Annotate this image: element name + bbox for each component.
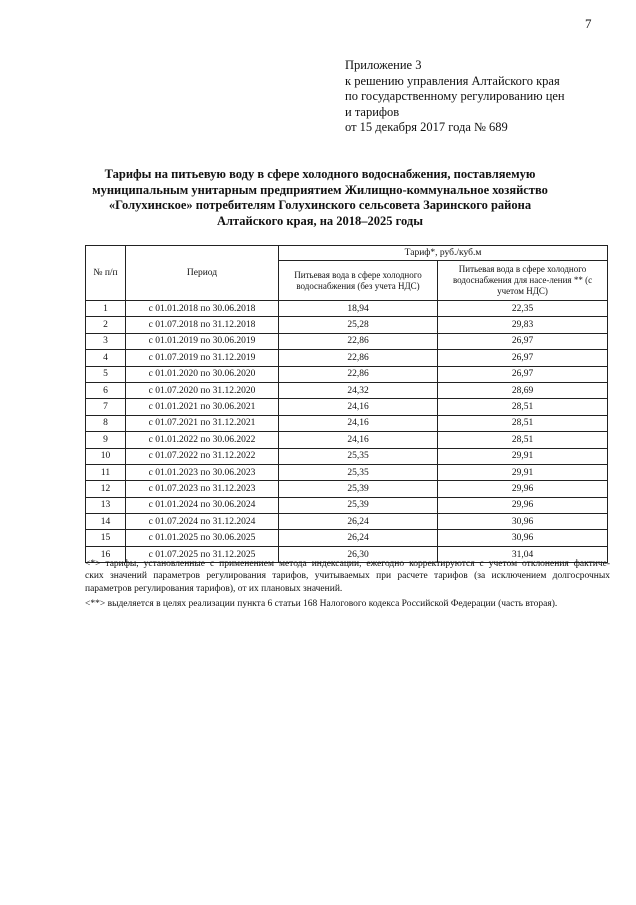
row-number-cell: 11	[86, 464, 126, 480]
table-row	[86, 432, 608, 448]
table-row	[86, 415, 608, 431]
period-cell: с 01.07.2025 по 31.12.2025	[126, 546, 279, 562]
period-cell: с 01.07.2024 по 31.12.2024	[126, 514, 279, 530]
tariff-table	[85, 245, 608, 563]
page-number: 7	[585, 16, 592, 31]
footnote-line: <*> тарифы, установленные с применением метода индексации, ежегодно корректируются с учетом отклонения фактиче-	[85, 559, 610, 569]
row-number-cell: 3	[86, 333, 126, 349]
row-number-cell: 7	[86, 399, 126, 415]
table-row	[86, 366, 608, 382]
tariff-without-vat-cell: 24,16	[279, 415, 438, 431]
tariff-without-vat-cell: 25,39	[279, 497, 438, 513]
table-row	[86, 301, 608, 317]
tariff-with-vat-cell: 30,96	[438, 530, 608, 546]
footnote-indexation	[85, 558, 610, 595]
tariff-with-vat-cell: 29,91	[438, 448, 608, 464]
row-number-cell: 16	[86, 546, 126, 562]
appendix-line: к решению управления Алтайского края	[345, 73, 560, 88]
period-cell: с 01.07.2022 по 31.12.2022	[126, 448, 279, 464]
table-row	[86, 333, 608, 349]
appendix-line: Приложение 3	[345, 58, 422, 72]
period-cell: с 01.07.2018 по 31.12.2018	[126, 317, 279, 333]
row-number-cell: 6	[86, 382, 126, 398]
tariff-without-vat-cell: 25,39	[279, 481, 438, 497]
tariff-with-vat-cell: 26,97	[438, 350, 608, 366]
row-number-cell: 15	[86, 530, 126, 546]
period-cell: с 01.07.2019 по 31.12.2019	[126, 350, 279, 366]
tariff-with-vat-cell: 30,96	[438, 514, 608, 530]
footnotes	[85, 558, 610, 611]
tariff-with-vat-cell: 29,96	[438, 497, 608, 513]
period-cell: с 01.01.2021 по 30.06.2021	[126, 399, 279, 415]
tariff-with-vat-cell: 29,83	[438, 317, 608, 333]
footnote-line: <**> выделяется в целях реализации пункта 6 статьи 168 Налогового кодекса Российской Федерации (часть вторая).	[85, 599, 558, 610]
period-cell: с 01.01.2025 по 30.06.2025	[126, 530, 279, 546]
tariff-without-vat-cell: 25,28	[279, 317, 438, 333]
row-number-cell: 12	[86, 481, 126, 497]
row-number-cell: 14	[86, 514, 126, 530]
tariff-rows	[86, 301, 608, 563]
tariff-without-vat-cell: 26,24	[279, 530, 438, 546]
tariff-without-vat-cell: 25,35	[279, 464, 438, 480]
footnote-line: ских значений параметров регулирования тарифов, учитываемых при расчете тарифов (за исключением долгосрочных	[85, 571, 610, 582]
tariff-with-vat-cell: 28,69	[438, 382, 608, 398]
table-row	[86, 399, 608, 415]
tariff-without-vat-cell: 24,32	[279, 382, 438, 398]
row-number-cell: 4	[86, 350, 126, 366]
title-line: Тарифы на питьевую воду в сфере холодного водоснабжения, поставляемую	[104, 167, 536, 181]
title-line: муниципальным унитарным предприятием Жилищно-коммунальное хозяйство	[92, 182, 548, 197]
tariff-with-vat-cell: 28,51	[438, 399, 608, 415]
row-number-cell: 2	[86, 317, 126, 333]
period-cell: с 01.01.2018 по 30.06.2018	[126, 301, 279, 317]
period-cell: с 01.01.2024 по 30.06.2024	[126, 497, 279, 513]
period-cell: с 01.07.2023 по 31.12.2023	[126, 481, 279, 497]
tariff-with-vat-cell: 28,51	[438, 432, 608, 448]
row-number-cell: 1	[86, 301, 126, 317]
table-row	[86, 448, 608, 464]
row-number-cell: 13	[86, 497, 126, 513]
table-row	[86, 350, 608, 366]
tariff-with-vat-cell: 26,97	[438, 333, 608, 349]
tariff-without-vat-cell: 26,24	[279, 514, 438, 530]
header-number: № п/п	[86, 246, 126, 301]
table-row	[86, 382, 608, 398]
tariff-without-vat-cell: 22,86	[279, 333, 438, 349]
period-cell: с 01.01.2019 по 30.06.2019	[126, 333, 279, 349]
tariff-without-vat-cell: 26,30	[279, 546, 438, 562]
tariff-with-vat-cell: 22,35	[438, 301, 608, 317]
table-row	[86, 317, 608, 333]
table-row	[86, 514, 608, 530]
tariff-with-vat-cell: 28,51	[438, 415, 608, 431]
title-line: «Голухинское» потребителям Голухинского сельсовета Заринского района	[108, 198, 532, 213]
tariff-with-vat-cell: 26,97	[438, 366, 608, 382]
header-period: Период	[126, 246, 279, 301]
tariff-with-vat-cell: 29,91	[438, 464, 608, 480]
appendix-line: по государственному регулированию цен	[345, 89, 565, 104]
header-without-vat: Питьевая вода в сфере холодного водоснабжения (без учета НДС)	[279, 261, 438, 301]
period-cell: с 01.01.2022 по 30.06.2022	[126, 432, 279, 448]
title-line: Алтайского края, на 2018–2025 годы	[216, 213, 424, 228]
row-number-cell: 8	[86, 415, 126, 431]
period-cell: с 01.07.2021 по 31.12.2021	[126, 415, 279, 431]
appendix-header	[345, 58, 625, 136]
footnote-line: параметров регулирования тарифов), от их плановых значений.	[85, 583, 343, 594]
row-number-cell: 5	[86, 366, 126, 382]
appendix-line: и тарифов	[345, 104, 400, 119]
tariff-without-vat-cell: 25,35	[279, 448, 438, 464]
row-number-cell: 9	[86, 432, 126, 448]
period-cell: с 01.01.2020 по 30.06.2020	[126, 366, 279, 382]
header-with-vat: Питьевая вода в сфере холодного водоснабжения для насе-ления ** (с учетом НДС)	[438, 261, 608, 301]
table-row	[86, 497, 608, 513]
tariff-without-vat-cell: 22,86	[279, 366, 438, 382]
table-row	[86, 464, 608, 480]
table-row	[86, 481, 608, 497]
tariff-without-vat-cell: 22,86	[279, 350, 438, 366]
tariff-without-vat-cell: 18,94	[279, 301, 438, 317]
document-title	[60, 167, 580, 229]
table-row	[86, 530, 608, 546]
footnote-vat	[85, 598, 610, 610]
tariff-without-vat-cell: 24,16	[279, 432, 438, 448]
header-tariff: Тариф*, руб./куб.м	[279, 246, 608, 261]
tariff-with-vat-cell: 31,04	[438, 546, 608, 562]
period-cell: с 01.07.2020 по 31.12.2020	[126, 382, 279, 398]
tariff-with-vat-cell: 29,96	[438, 481, 608, 497]
appendix-line: от 15 декабря 2017 года № 689	[345, 120, 508, 135]
row-number-cell: 10	[86, 448, 126, 464]
tariff-without-vat-cell: 24,16	[279, 399, 438, 415]
period-cell: с 01.01.2023 по 30.06.2023	[126, 464, 279, 480]
